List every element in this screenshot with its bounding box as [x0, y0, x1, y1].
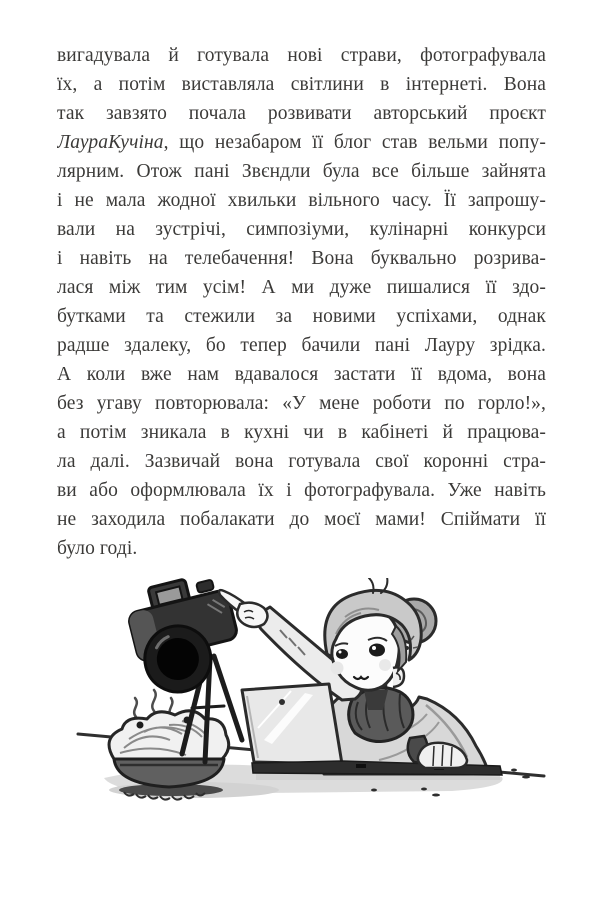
text-line: без угаву повторювала: «У мене роботи по горло!», — [57, 393, 546, 414]
text-line-rest: , що незабаром її блог став вельми попу- — [163, 132, 546, 153]
text-line: А коли вже нам вдавалося застати її вдома, вона — [57, 364, 546, 385]
text-line: не заходила побалакати до моєї мами! Спіймати її — [57, 509, 546, 530]
text-line: бутками та стежили за новими успіхами, однак — [57, 306, 546, 327]
laptop-logo-dot — [279, 699, 285, 705]
text-line: і не мала жодної хвильки вільного часу. Її запрошу- — [57, 190, 546, 211]
text-line: ви або оформлювала їх і фотографувала. Уже навіть — [57, 480, 546, 501]
illustration-laura-photographing-food — [74, 578, 550, 830]
text-line: їх, а потім виставляла світлини в інтернеті. Вона — [57, 74, 546, 95]
text-line: радше здалеку, бо тепер бачили пані Лауру зрідка. — [57, 335, 546, 356]
text-line: вигадувала й готувала нові страви, фотографувала — [57, 45, 546, 66]
page-text — [57, 41, 546, 563]
text-line: вали на зустрічі, симпозіуми, кулінарні конкурси — [57, 219, 546, 240]
text-line: а потім зникала в кухні чи в кабінеті й працюва- — [57, 422, 546, 443]
text-line: лярним. Отож пані Звєндли була все більше зайнята — [57, 161, 546, 182]
text-line: так завзято почала розвивати авторський проєкт — [57, 103, 546, 124]
blog-name-italic: ЛаураКучіна — [57, 132, 164, 153]
text-line — [57, 128, 546, 157]
text-line: лася між тим усім! А ми дуже пишалися її здо- — [57, 277, 546, 298]
text-line: і навіть на телебачення! Вона буквально розрива- — [57, 248, 546, 269]
text-line: ла далі. Зазвичай вона готувала свої коронні стра- — [57, 451, 546, 472]
text-line: було годі. — [57, 538, 138, 559]
